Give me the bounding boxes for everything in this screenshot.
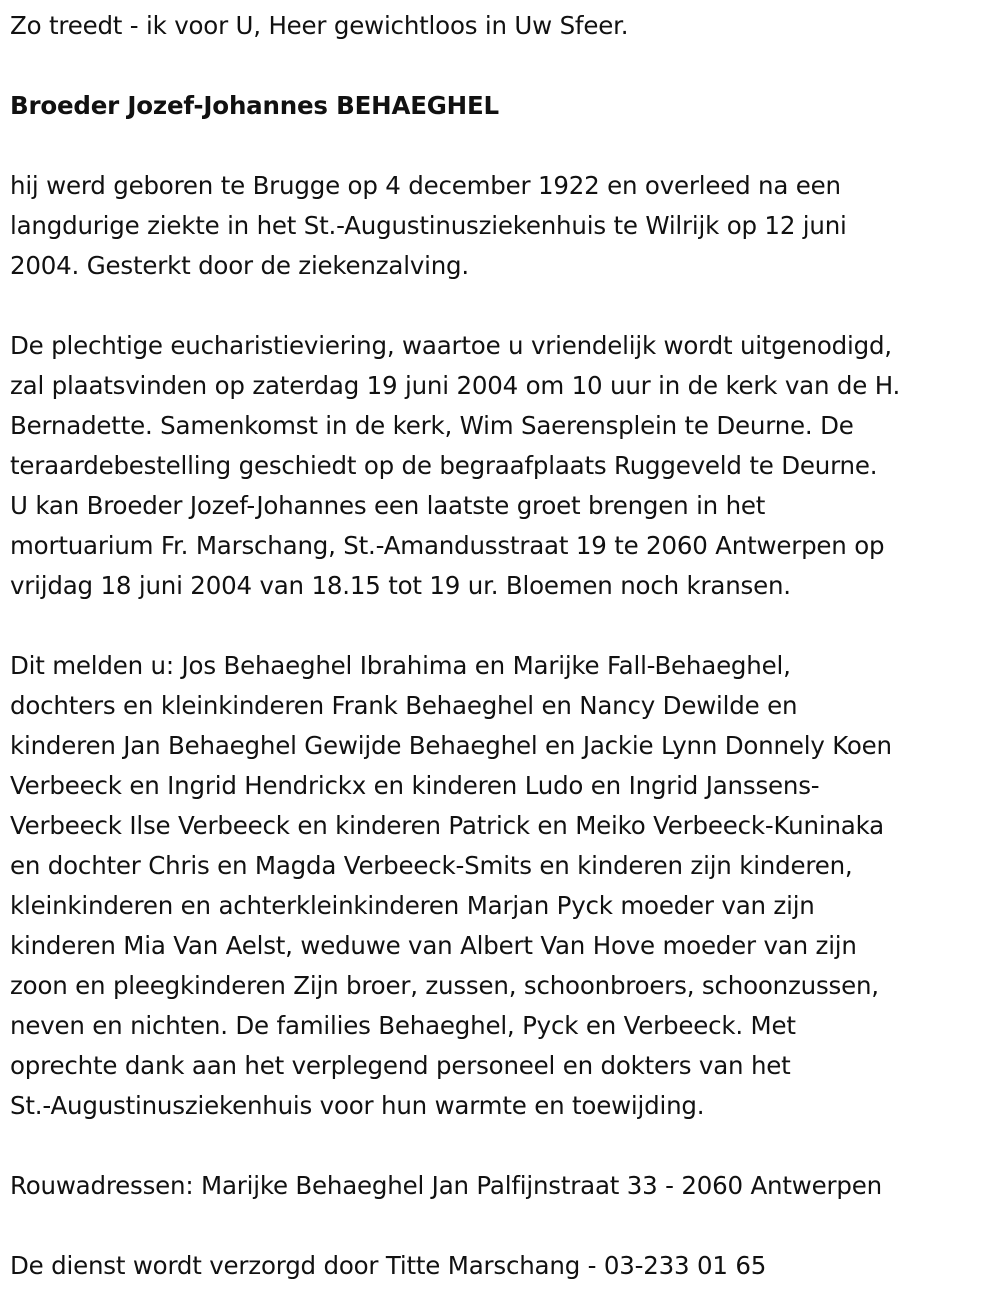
paragraph-line: en dochter Chris en Magda Verbeeck-Smits en kinderen zijn kinderen,: [10, 851, 853, 880]
paragraph-line: St.-Augustinusziekenhuis voor hun warmte en toewijding.: [10, 1091, 705, 1120]
paragraph-line: teraardebestelling geschiedt op de begraafplaats Ruggeveld te Deurne.: [10, 451, 878, 480]
paragraph-line: zoon en pleegkinderen Zijn broer, zussen, schoonbroers, schoonzussen,: [10, 971, 879, 1000]
funeral-service-contact: De dienst wordt verzorgd door Titte Marschang - 03-233 01 65: [10, 1251, 767, 1280]
mourning-address: Rouwadressen: Marijke Behaeghel Jan Palfijnstraat 33 - 2060 Antwerpen: [10, 1171, 882, 1200]
paragraph-line: kinderen Jan Behaeghel Gewijde Behaeghel en Jackie Lynn Donnely Koen: [10, 731, 892, 760]
paragraph-line: dochters en kleinkinderen Frank Behaeghel en Nancy Dewilde en: [10, 691, 798, 720]
birth-death-paragraph: [10, 166, 990, 286]
paragraph-line: neven en nichten. De families Behaeghel, Pyck en Verbeeck. Met: [10, 1011, 796, 1040]
paragraph-line: vrijdag 18 juni 2004 van 18.15 tot 19 ur. Bloemen noch kransen.: [10, 571, 791, 600]
paragraph-line: Bernadette. Samenkomst in de kerk, Wim Saerensplein te Deurne. De: [10, 411, 854, 440]
family-paragraph: [10, 646, 990, 1126]
deceased-name-block: [10, 86, 990, 126]
paragraph-line: kleinkinderen en achterkleinkinderen Marjan Pyck moeder van zijn: [10, 891, 815, 920]
obituary-document: [10, 6, 990, 1286]
opening-verse: [10, 6, 990, 46]
ceremony-paragraph: [10, 326, 990, 606]
deceased-name: Broeder Jozef-Johannes BEHAEGHEL: [10, 91, 499, 120]
paragraph-line: hij werd geboren te Brugge op 4 december 1922 en overleed na een: [10, 171, 841, 200]
paragraph-line: Verbeeck Ilse Verbeeck en kinderen Patrick en Meiko Verbeeck-Kuninaka: [10, 811, 884, 840]
opening-line: Zo treedt - ik voor U, Heer gewichtloos in Uw Sfeer.: [10, 11, 629, 40]
service-block: [10, 1246, 990, 1286]
paragraph-line: De plechtige eucharistieviering, waartoe u vriendelijk wordt uitgenodigd,: [10, 331, 892, 360]
paragraph-line: 2004. Gesterkt door de ziekenzalving.: [10, 251, 469, 280]
paragraph-line: mortuarium Fr. Marschang, St.-Amandusstraat 19 te 2060 Antwerpen op: [10, 531, 885, 560]
paragraph-line: Verbeeck en Ingrid Hendrickx en kinderen Ludo en Ingrid Janssens-: [10, 771, 820, 800]
paragraph-line: oprechte dank aan het verplegend personeel en dokters van het: [10, 1051, 791, 1080]
paragraph-line: Dit melden u: Jos Behaeghel Ibrahima en Marijke Fall-Behaeghel,: [10, 651, 791, 680]
paragraph-line: zal plaatsvinden op zaterdag 19 juni 2004 om 10 uur in de kerk van de H.: [10, 371, 901, 400]
paragraph-line: langdurige ziekte in het St.-Augustinusziekenhuis te Wilrijk op 12 juni: [10, 211, 847, 240]
paragraph-line: U kan Broeder Jozef-Johannes een laatste groet brengen in het: [10, 491, 766, 520]
paragraph-line: kinderen Mia Van Aelst, weduwe van Albert Van Hove moeder van zijn: [10, 931, 857, 960]
address-block: [10, 1166, 990, 1206]
